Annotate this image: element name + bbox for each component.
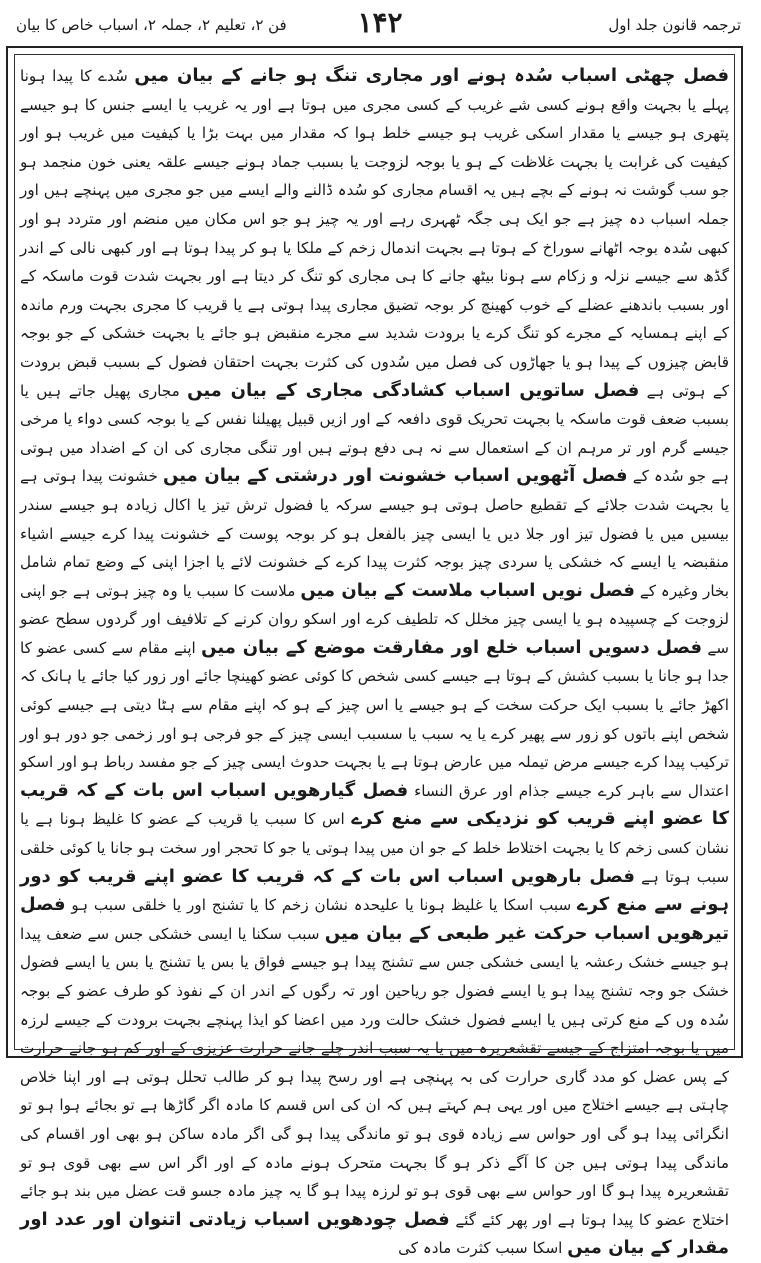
section-13 [20, 896, 729, 1229]
section-heading: فصل چودھویں اسباب زیادتی اتنوان اور عدد اور مقدار کے بیان میں [20, 1208, 729, 1259]
section-text: مجاری پھیل جاتے ہیں یا بسبب ضعف قوت ماسکہ یا بجہت تحریک قوی دافعہ کے اور ازیں قبیل پھیلنا نفس کے یا بوجہ کسی دواء یا مرخی جیسے گرم اور تر مرہم ان کے استعمال سے نہ ہی دفع ہوتے ہیں اور تنگی مجاری کی ان کے اضداد میں ہوتی ہے جو سُدہ کے [20, 381, 729, 486]
section-heading: فصل بارھویں اسباب اس بات کے کہ قریب کا عضو اپنے قریب کو دور ہونے سے منع کرے [20, 865, 730, 916]
section-heading: فصل دسویں اسباب خلع اور مفارقت موضع کے بیان میں [201, 636, 702, 658]
book-running-title: ترجمہ قانون جلد اول [608, 16, 741, 34]
section-heading: فصل گیارھویں اسباب اس بات کے کہ قریب کا عضو اپنے قریب کو نزدیکی سے منع کرے [20, 779, 729, 830]
section-text: سبب اسکا یا غلیظ ہونا یا علیحدہ نشان زخم کا یا تشنج اور یا خلقی سبب ہو [71, 896, 572, 915]
section-text: سبب سکنا یا ایسی خشکی جس سے ضعف پیدا ہو جیسے خشک رعشہ یا ایسی خشکی جس سے تشنج پیدا ہو جیسے فواق یا بس یا تشنج یا بس یا ایسے فضول خشک جو وجہ تشنج پیدا ہو یا ایسے فضول جو ریاحین اور تہ رگوں کے اندر ان کے نفوذ کو طرف عضو کے بوجہ سُدہ وں کے منع کرتی ہیں یا ایسے فضول خشک حالت ورد میں اعضا کو ایذا پہنچے بجہت برودت کے جیسے لرزہ میں یا بوجہ امتزاج کے جیسے تقشعریرہ میں یا یہ سبب اندر چلے جانے حرارت عزیزی کے اور کم ہو جانے حرارت کے پس عضل کو مدد گاری حرارت کی بہ پہنچی ہے اور رسح پیدا ہو کر طالب تحلل ہوتی ہے اور اپنا خلاص چاہتی ہے جیسے اختلاج میں اور یہی ہم کہتے ہیں کہ ان کی اس قسم کا مادہ اگر گاڑھا ہے تو بجائے ہوا ہو تو انگرائی پیدا ہو گی اور حواس سے زیادہ قوی ہو تو ماندگی پیدا ہو گی اگر مادہ ساکن ہو بھی اور اقسام کی ماندگی پیدا ہوتی ہیں جن کا آگے ذکر ہو گا بجہت متحرک ہونے مادہ کے اور اگر اس سے بھی قوی ہو تو تقشعریرہ پیدا ہو گا اور حواس سے بھی قوی ہو تو لرزہ پیدا ہو گا یہ چیز مادہ جسو قت عضل میں بند ہو جائے اختلاج عضو کا پیدا ہوتا ہے اور پھر کئے گئے [20, 924, 730, 1229]
page-body [20, 62, 730, 1259]
section-heading: فصل تیرھویں اسباب حرکت غیر طبعی کے بیان میں [20, 894, 730, 944]
section-heading: فصل نویں اسباب ملاست کے بیان میں [300, 579, 635, 601]
page-header [0, 0, 761, 46]
section-heading: فصل چھٹی اسباب سُدہ ہونے اور مجاری تنگ ہو جانے کے بیان میں [134, 65, 729, 86]
section-text: اپنے مقام سے کسی عضو کا جدا ہو جانا یا بسبب کشش کے ہوتا ہے جیسے کسی شخص کا کوئی عضو کھینچا جائے اور زور کیا جائے یا ہانک کہ اکھڑ جائے یا بسبب ایک حرکت سخت کے ہو جیسے یا اس چیز کے ہو کہ اپنے مقام سے ہٹا دیتی ہے جیسے کوئی شخص اپنے باتوں کو زور سے پھیر کرے یا یہ سبب یا سسبب ایسی چیز کے جو فرجی ہو اور زخمی جو دور ہو اور ترکیب پیدا کرے جیسے مرض تیملہ میں عارض ہوتا ہے یا بجہت حدوث ایسی چیز کے جو مفسد رباط ہو اور اسکو اعتدال سے باہر کرے جیسے جذام اور عرق النساء [20, 638, 729, 800]
section-10 [20, 636, 729, 800]
section-text: خشونت پیدا ہوتی ہے یا بجہت شدت جلائے کے تقطیع حاصل ہوتی ہو جیسے سرکہ یا فضول ترش تیز یا اکال زیادہ ہو جیسے سندر بیسیں میں یا فضول تیز اور جلا دیں یا ایسی چیز بالفعل ہو کر بوجہ پوست کے خشونت پیدا کرے جیسے اشیاء منقبضہ یا ایسے کہ خشکی یا سردی چیز بوجہ کثرت پیدا کرے کے خشونت لائے یا اجزا اپنی کے وضع تمام شامل بخار وغیرہ کے [20, 467, 730, 600]
page-number: ۱۴۲ [357, 6, 403, 39]
section-6 [20, 67, 729, 314]
section-text: اسکا سبب کثرت مادہ کی [398, 1239, 563, 1258]
section-heading: فصل آٹھویں اسباب خشونت اور درشتی کے بیان میں [163, 465, 628, 487]
section-text: یا قریب کا مجری بجہت ورم ماندہ کے اپنے ہمسایہ کے مجرے کو تنگ کرے یا برودت شدید سے مجرے منقبض ہو جائے یا بجہت خشکی کے جو بوجہ قابض چیزوں کے پیدا ہو یا جھاڑوں کی فصل میں سُدوں کی کثرت بجہت احتقان فضول کے بسبب قبض برودت کے ہوتی ہے [20, 295, 730, 400]
section-text: اس کا سبب یا قریب کے عضو کا غلیظ ہونا ہے یا نشان کسی زخم کا یا بجہت اختلاط خلط کے جو ان میں پیدا ہوتی یا جو کا تحجر اور سخت ہو جانا یا کوئی خلقی سبب ہوتا ہے [20, 810, 730, 886]
section-text: سُدے کا پیدا ہونا پہلے یا بجہت واقع ہونے کسی شے غریب کے کسی مجری میں ہوتا ہے اور یہ غریب یا ایسے جنس کا ہو جیسے پتھری ہو جیسے یا مقدار اسکی غریب ہو جیسے خلط ہوا کہ مقدار میں بہت بڑا یا کیفیت میں غریب ہو اور کیفیت کی غرابت یا بجہت غلاظت کے ہو یا بوجہ لزوجت یا بسبب جماد ہونے جیسے علقہ یعنی خون منجمد ہو جو سب گوشت نہ ہونے کے بچے ہیں یہ اقسام مجاری کو سُدہ ڈالنے والے ایسے میں جو مجری میں پہنچے ہیں اور جملہ اسباب دہ چیز ہے جو ایک ہی جگہ ٹھہری رہے اور یہ چیز ہو جو اس مکان میں منضم اور متردد ہو اور کبھی سُدہ بوجہ اٹھانے سوراخ کے ہوتا ہے بجہت اندمال زخم کے ملکا یا ہو کر پیدا ہوتا ہے اور کبھی نالی کے اندر گڈھ سے جیسے نزلہ و زکام سے ہونا بیٹھ جانے کا ہی مجاری کو تنگ کر دیتا ہے اور بجہت شدت قوت ماسکہ کے اور بسبب باندھنے عضلے کے خوب کھینچ کر بوجہ تضیق مجاری پیدا ہوتی ہے [20, 67, 729, 314]
section-12 [20, 865, 730, 916]
chapter-running-title: فن ۲، تعلیم ۲، جملہ ۲، اسباب خاص کا بیان [16, 16, 287, 34]
section-text: ملاست کا سبب یا وہ چیز ہوتی ہے جو اپنی لزوجت کے چسپیدہ ہو یا ایسی چیز مخلل کہ تلطیف کرے اور اسکو روان کرنے کے تلافیف اور گردوں سطح عضو سے [20, 581, 730, 657]
section-heading: فصل ساتویں اسباب کشادگی مجاری کے بیان میں [187, 379, 640, 401]
